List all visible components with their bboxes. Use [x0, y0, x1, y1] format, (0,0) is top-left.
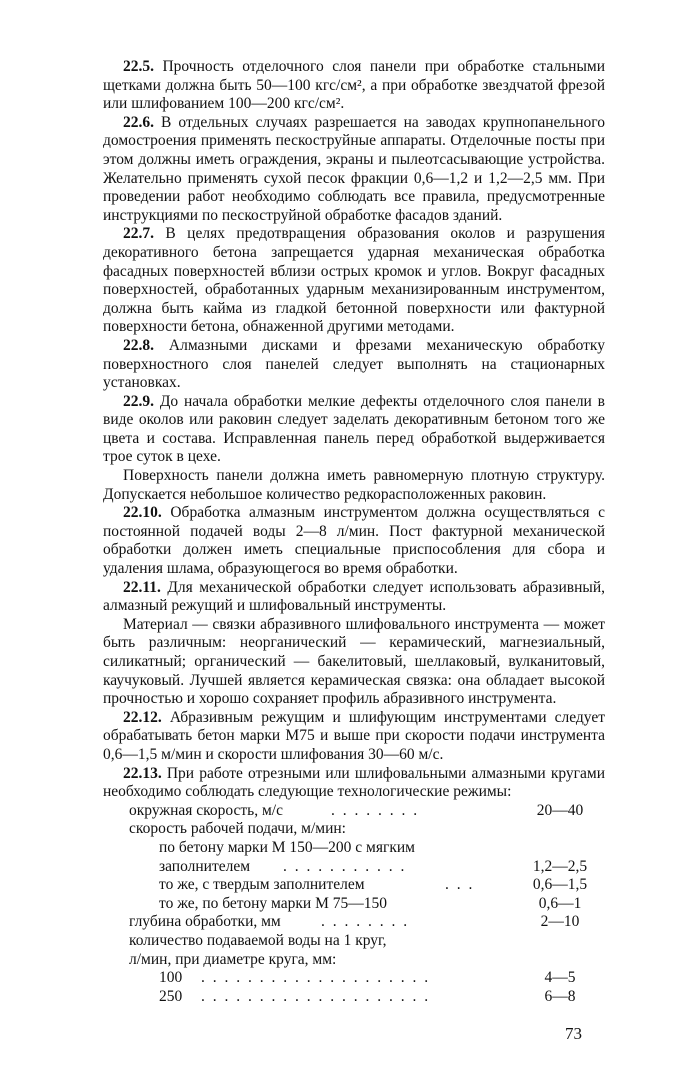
- leader-dots: . . . . . . . .: [331, 801, 420, 819]
- modes-label: 100: [159, 969, 183, 987]
- modes-table: [103, 802, 605, 1007]
- clause-text: Прочность отделочного слоя панели при обработке стальными щетками должна быть 50—100 кгс/см², а при обработке звездчатой фрезой или шлифованием 100—200 кгс/см².: [103, 58, 605, 113]
- modes-row: [103, 913, 605, 932]
- modes-row: [103, 876, 605, 895]
- modes-row: [103, 951, 605, 970]
- clause-number: 22.8.: [123, 336, 154, 354]
- paragraph-22-9: [103, 393, 605, 467]
- clause-number: 22.13.: [123, 764, 162, 782]
- modes-label: 250: [159, 987, 183, 1005]
- leader-dots: . . . . . . . . . . . . . . . . . . . .: [201, 987, 431, 1005]
- modes-label: окружная скорость, м/с: [129, 801, 283, 819]
- modes-value: 0,6—1,5: [532, 876, 588, 894]
- modes-value: 4—5: [544, 969, 576, 987]
- modes-row: [103, 858, 605, 877]
- modes-value: 1,2—2,5: [532, 857, 588, 875]
- clause-text: Поверхность панели должна иметь равномерную плотную структуру. Допускается небольшое количество редкорасположенных раковин.: [103, 467, 605, 503]
- clause-number: 22.10.: [123, 504, 162, 522]
- page-body: [103, 58, 605, 1006]
- clause-number: 22.11.: [123, 578, 161, 596]
- paragraph-22-12: [103, 709, 605, 765]
- clause-number: 22.6.: [123, 113, 154, 131]
- paragraph-22-13: [103, 765, 605, 802]
- modes-row: [103, 802, 605, 821]
- clause-text: До начала обработки мелкие дефекты отделочного слоя панели в виде околов или раковин следует заделать декоративным бетоном того же цвета и состава. Исправленная панель перед обработкой выдерживается трое суток в цехе.: [103, 392, 605, 466]
- page-number: 73: [565, 1024, 582, 1043]
- paragraph-22-10: [103, 504, 605, 578]
- clause-number: 22.12.: [123, 708, 162, 726]
- modes-row: [103, 895, 605, 914]
- modes-label: л/мин, при диаметре круга, мм:: [129, 950, 337, 968]
- clause-number: 22.5.: [123, 58, 154, 75]
- modes-value: 20—40: [536, 801, 584, 819]
- modes-row: [103, 969, 605, 988]
- modes-label: то же, с твердым заполнителем: [159, 876, 365, 894]
- clause-number: 22.7.: [123, 225, 154, 243]
- paragraph-22-7: [103, 225, 605, 337]
- clause-text: Обработка алмазным инструментом должна осуществляться с постоянной подачей воды 2—8 л/мин. Пост фактурной механической обработки должен иметь специальные приспособления для сбора и удаления шлама, образующегося во время обработки.: [103, 504, 605, 578]
- modes-row: [103, 988, 605, 1007]
- clause-text: В целях предотвращения образования околов и разрушения декоративного бетона запрещается ударная механическая обработка фасадных поверхностей вблизи острых кромок и углов. Вокруг фасадных поверхностей, обработанных ударным механизированным инструментом, должна быть кайма из гладкой бетонной поверхности или фактурной поверхности бетона, обнаженной другими методами.: [103, 225, 605, 336]
- paragraph-22-5: [103, 58, 605, 114]
- leader-dots: . . . . . . . . . . . . . . . . . . . .: [201, 969, 431, 987]
- modes-value: 0,6—1: [538, 894, 582, 912]
- clause-text: Материал — связки абразивного шлифовального инструмента — может быть различным: неорганический — керамический, магнезиальный, силикатный; органический — бакелитовый, шеллаковый, вулканитовый, каучуковый. Лучшей является керамическая связка: она обладает высокой прочностью и хорошо сохраняет профиль абразивного инструмента.: [103, 615, 605, 708]
- clause-text: Для механической обработки следует использовать абразивный, алмазный режущий и шлифовальный инструменты.: [103, 578, 605, 615]
- paragraph-22-8: [103, 337, 605, 393]
- modes-value: 2—10: [540, 913, 580, 931]
- clause-text: В отдельных случаях разрешается на заводах крупнопанельного домостроения применять пескоструйные аппараты. Отделочные посты при этом должны иметь ограждения, экраны и пылеотсасывающие устройства. Желательно применять сухой песок фракции 0,6—1,2 и 1,2—2,5 мм. При проведении работ необходимо соблюдать все правила, предусмотренные инструкциями по пескоструйной обработке фасадов зданий.: [103, 113, 605, 224]
- modes-label: глубина обработки, мм: [129, 913, 281, 931]
- paragraph-22-6: [103, 114, 605, 226]
- modes-row: [103, 839, 605, 858]
- paragraph-binders: [103, 616, 605, 709]
- modes-label: по бетону марки М 150—200 с мягким: [159, 838, 415, 856]
- paragraph-22-11: [103, 579, 605, 616]
- clause-text: Алмазными дисками и фрезами механическую обработку поверхностного слоя панелей следует выполнять на стационарных установках.: [103, 336, 605, 392]
- clause-number: 22.9.: [123, 392, 154, 410]
- modes-label: скорость рабочей подачи, м/мин:: [129, 820, 346, 838]
- leader-dots: . . . . . . . . . . .: [283, 857, 407, 875]
- modes-label: количество подаваемой воды на 1 круг,: [129, 931, 387, 949]
- paragraph-surface: [103, 467, 605, 504]
- clause-text: Абразивным режущим и шлифующим инструментами следует обрабатывать бетон марки М75 и выше при скорости подачи инструмента 0,6—1,5 м/мин и скорости шлифования 30—60 м/с.: [103, 708, 605, 763]
- modes-label: заполнителем: [159, 857, 251, 875]
- modes-value: 6—8: [544, 987, 576, 1005]
- leader-dots: . . .: [445, 876, 475, 894]
- modes-row: [103, 820, 605, 839]
- modes-label: то же, по бетону марки М 75—150: [159, 894, 387, 912]
- leader-dots: . . . . . . . .: [321, 913, 410, 931]
- modes-row: [103, 932, 605, 951]
- clause-text: При работе отрезными или шлифовальными алмазными кругами необходимо соблюдать следующие технологические режимы:: [103, 764, 605, 801]
